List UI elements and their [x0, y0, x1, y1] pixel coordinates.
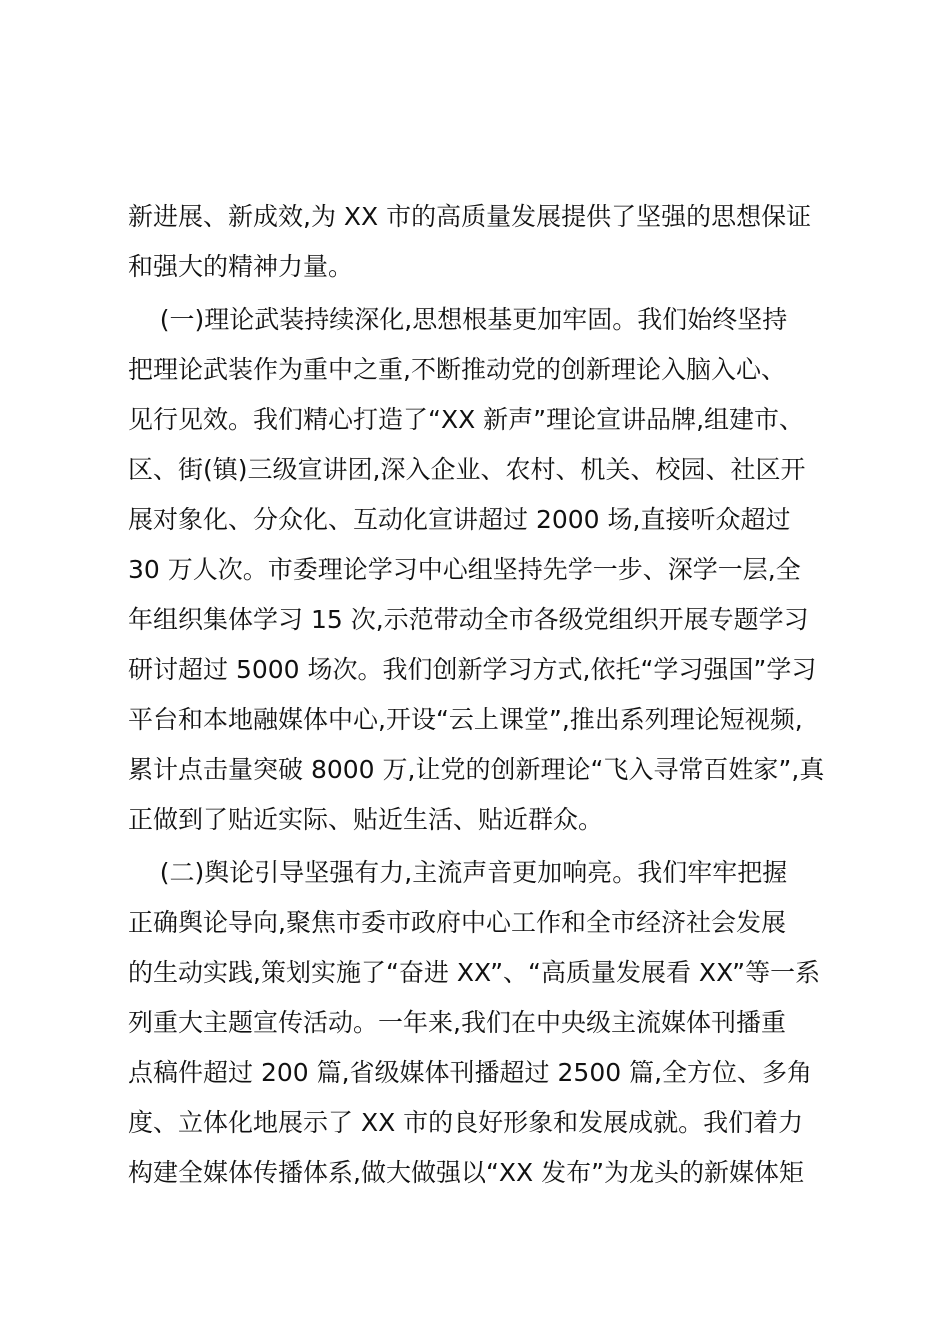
- text-line: 新进展、新成效,为 XX 市的高质量发展提供了坚强的思想保证: [128, 202, 812, 231]
- text-line: 平台和本地融媒体中心,开设“云上课堂”,推出系列理论短视频,: [128, 705, 803, 734]
- paragraph-2: [128, 295, 828, 845]
- paragraph-1: [128, 192, 828, 292]
- text-line: 区、街(镇)三级宣讲团,深入企业、农村、机关、校园、社区开: [128, 455, 806, 484]
- text-line: 列重大主题宣传活动。一年来,我们在中央级主流媒体刊播重: [128, 1008, 786, 1037]
- text-line: 研讨超过 5000 场次。我们创新学习方式,依托“学习强国”学习: [128, 655, 817, 684]
- text-line: 30 万人次。市委理论学习中心组坚持先学一步、深学一层,全: [128, 555, 801, 584]
- paragraph-3: [128, 848, 828, 1198]
- text-line: (二)舆论引导坚强有力,主流声音更加响亮。我们牢牢把握: [128, 858, 788, 887]
- text-line: (一)理论武装持续深化,思想根基更加牢固。我们始终坚持: [128, 305, 788, 334]
- text-line: 和强大的精神力量。: [128, 252, 354, 281]
- text-line: 见行见效。我们精心打造了“XX 新声”理论宣讲品牌,组建市、: [128, 405, 805, 434]
- text-line: 把理论武装作为重中之重,不断推动党的创新理论入脑入心、: [128, 355, 786, 384]
- text-line: 正做到了贴近实际、贴近生活、贴近群众。: [128, 805, 604, 834]
- text-line: 展对象化、分众化、互动化宣讲超过 2000 场,直接听众超过: [128, 505, 791, 534]
- document-body: [128, 192, 828, 1198]
- text-line: 构建全媒体传播体系,做大做强以“XX 发布”为龙头的新媒体矩: [128, 1158, 805, 1187]
- text-line: 年组织集体学习 15 次,示范带动全市各级党组织开展专题学习: [128, 605, 809, 634]
- text-line: 度、立体化地展示了 XX 市的良好形象和发展成就。我们着力: [128, 1108, 804, 1137]
- text-line: 累计点击量突破 8000 万,让党的创新理论“飞入寻常百姓家”,真: [128, 755, 825, 784]
- text-line: 的生动实践,策划实施了“奋进 XX”、“高质量发展看 XX”等一系: [128, 958, 821, 987]
- text-line: 正确舆论导向,聚焦市委市政府中心工作和全市经济社会发展: [128, 908, 786, 937]
- text-line: 点稿件超过 200 篇,省级媒体刊播超过 2500 篇,全方位、多角: [128, 1058, 813, 1087]
